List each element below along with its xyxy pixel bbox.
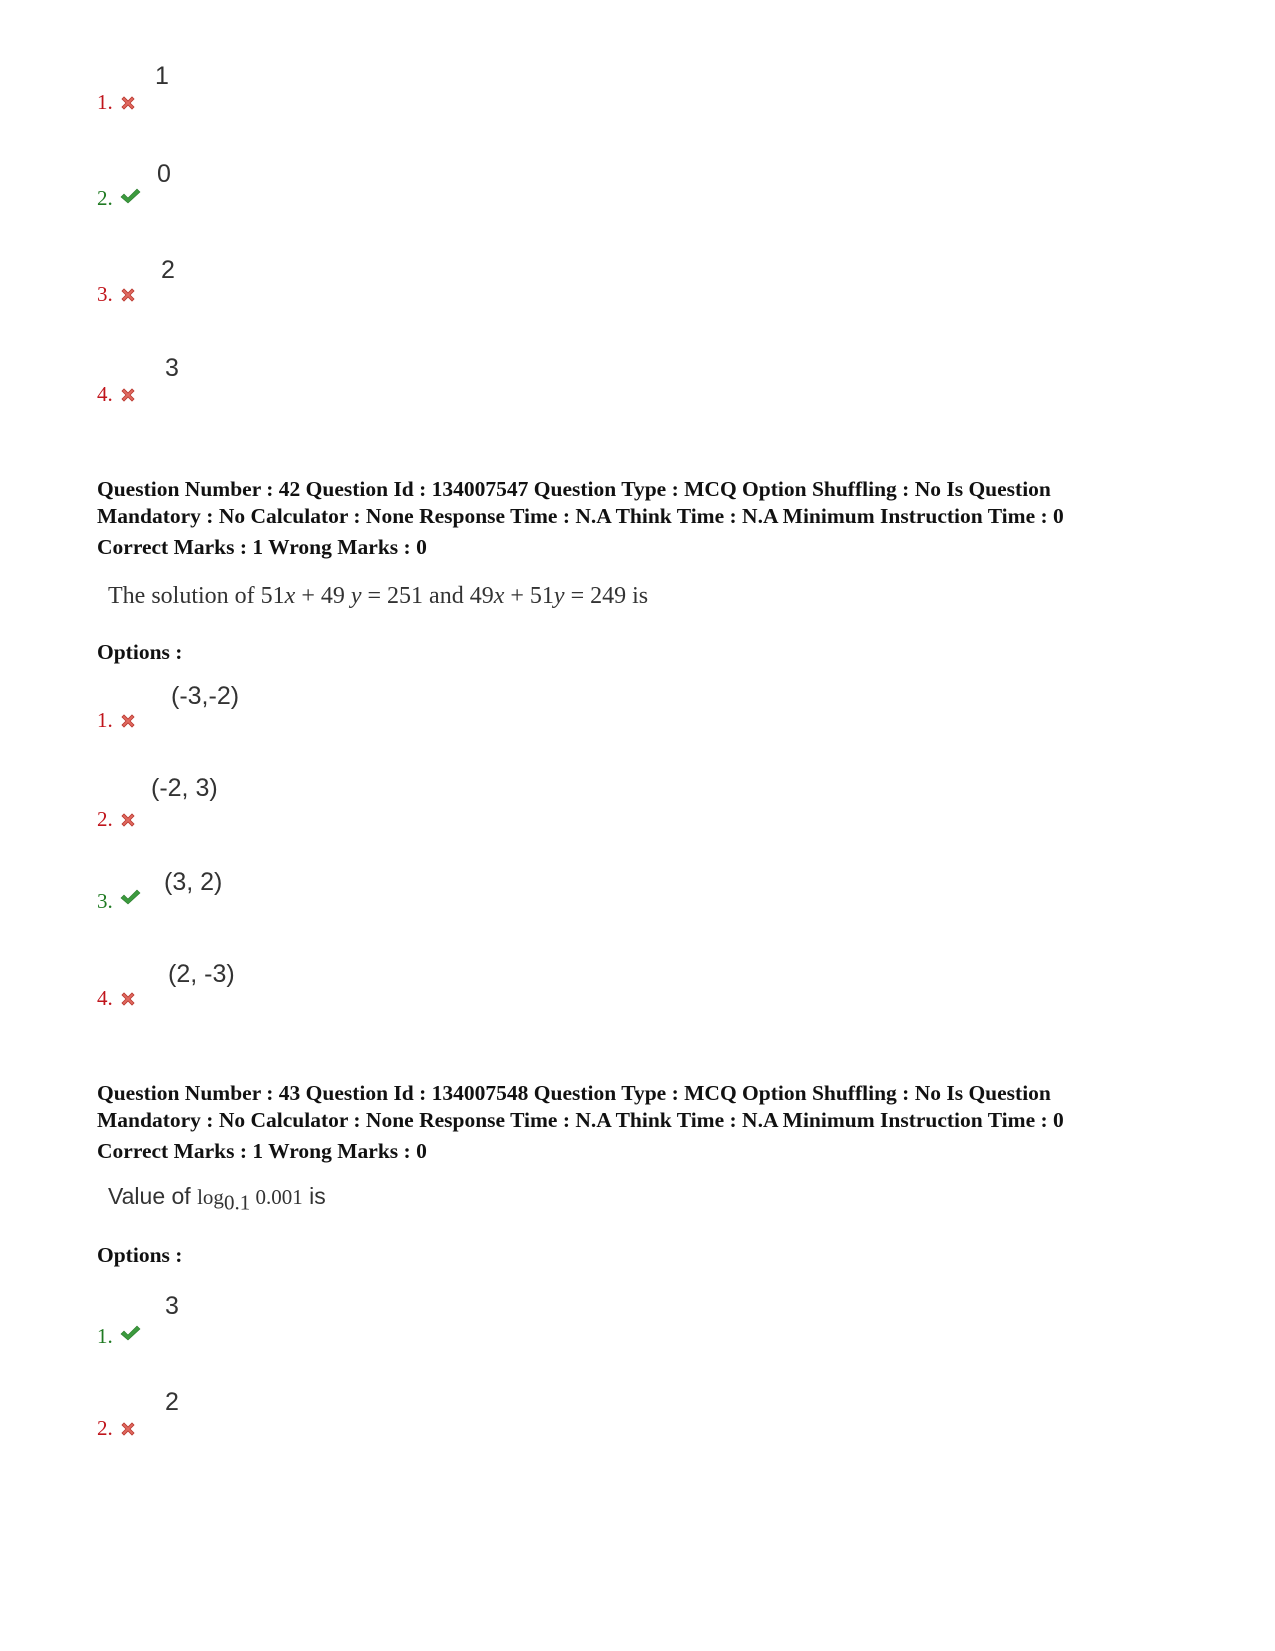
- option-number: 4.: [97, 382, 113, 406]
- option-row: [97, 960, 497, 1020]
- option-row: [97, 682, 497, 742]
- correct-check-icon: [119, 187, 141, 205]
- option-value: (-2, 3): [151, 774, 218, 802]
- option-value: (3, 2): [164, 868, 223, 896]
- question-text: Value of $\log_{0.1} 0.001$ is: [108, 1183, 326, 1215]
- option-row: [97, 160, 497, 220]
- option-row: [97, 354, 497, 414]
- option-value: 2: [165, 1388, 179, 1416]
- option-value: 0: [157, 160, 171, 188]
- option-number: 3.: [97, 282, 113, 306]
- option-value: 1: [155, 62, 169, 90]
- option-value: (2, -3): [168, 960, 235, 988]
- option-row: [97, 62, 497, 122]
- option-value: 3: [165, 354, 179, 382]
- wrong-cross-icon: [119, 990, 137, 1008]
- option-value: (-3,-2): [171, 682, 240, 710]
- wrong-cross-icon: [119, 811, 137, 829]
- option-row: [97, 256, 497, 316]
- option-number: 2.: [97, 1416, 113, 1440]
- wrong-cross-icon: [119, 94, 137, 112]
- wrong-cross-icon: [119, 1420, 137, 1438]
- question-marks: Correct Marks : 1 Wrong Marks : 0: [97, 1139, 427, 1163]
- option-number: 1.: [97, 708, 113, 732]
- question-meta: [97, 1080, 1217, 1165]
- options-label: Options :: [97, 1243, 183, 1267]
- option-row: [97, 868, 497, 928]
- option-number: 1.: [97, 1324, 113, 1348]
- question-meta: [97, 476, 1217, 561]
- correct-check-icon: [119, 888, 141, 906]
- option-value: 2: [161, 256, 175, 284]
- option-row: [97, 774, 497, 834]
- question-meta-line: Question Number : 42 Question Id : 134007547 Question Type : MCQ Option Shuffling : No Is Question: [97, 477, 1051, 501]
- question-meta-line: Mandatory : No Calculator : None Response Time : N.A Think Time : N.A Minimum Instruction Time : 0: [97, 504, 1064, 528]
- wrong-cross-icon: [119, 386, 137, 404]
- wrong-cross-icon: [119, 712, 137, 730]
- wrong-cross-icon: [119, 286, 137, 304]
- correct-check-icon: [119, 1324, 141, 1342]
- option-number: 2.: [97, 186, 113, 210]
- options-label: Options :: [97, 640, 183, 664]
- option-value: 3: [165, 1292, 179, 1320]
- question-meta-line: Question Number : 43 Question Id : 134007548 Question Type : MCQ Option Shuffling : No Is Question: [97, 1081, 1051, 1105]
- question-meta-line: Mandatory : No Calculator : None Response Time : N.A Think Time : N.A Minimum Instruction Time : 0: [97, 1108, 1064, 1132]
- question-marks: Correct Marks : 1 Wrong Marks : 0: [97, 535, 427, 559]
- option-row: [97, 1292, 497, 1352]
- question-text: The solution of 51x + 49 y = 251 and 49x + 51y = 249 is: [108, 583, 649, 609]
- option-number: 4.: [97, 986, 113, 1010]
- option-number: 3.: [97, 889, 113, 913]
- option-row: [97, 1388, 497, 1448]
- option-number: 1.: [97, 90, 113, 114]
- option-number: 2.: [97, 807, 113, 831]
